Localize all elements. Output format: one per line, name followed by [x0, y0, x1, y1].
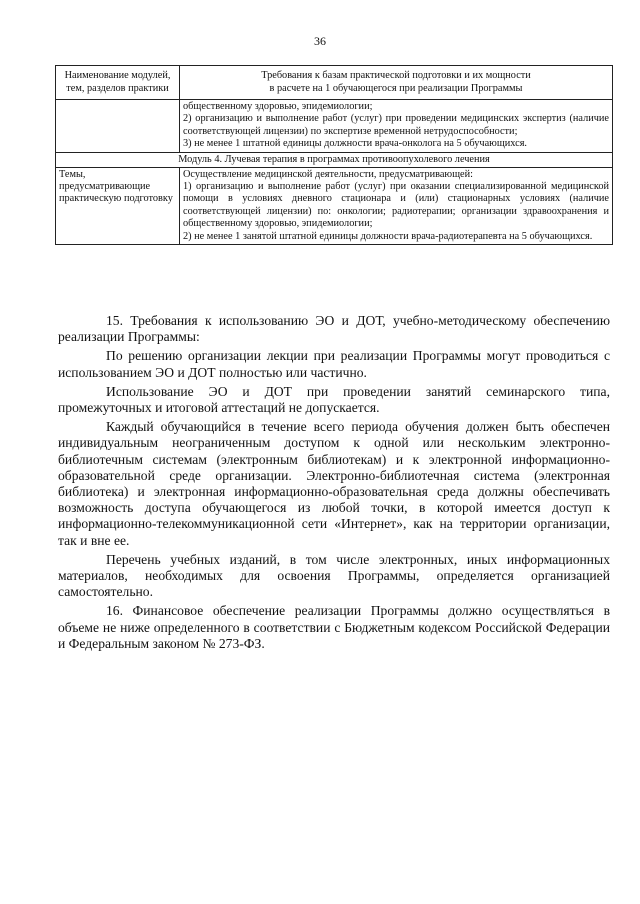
paragraph: Перечень учебных изданий, в том числе электронных, иных информационных материалов, необходимых для освоения Программы, определяется организацией самостоятельно.	[58, 551, 610, 600]
row2-topic-cell: Темы, предусматривающие практическую подготовку	[56, 167, 180, 244]
row1-item: 3) не менее 1 штатной единицы должности врача-онколога на 5 обучающихся.	[183, 138, 528, 150]
paragraph: По решению организации лекции при реализации Программы могут проводиться с использованием ЭО и ДОТ полностью или частично.	[58, 348, 610, 380]
table-row	[56, 167, 613, 244]
row1-topic-cell	[56, 100, 180, 153]
header-requirements-line1: Требования к базам практической подготовки и их мощности	[261, 70, 531, 82]
row2-item: Осуществление медицинской деятельности, предусматривающей:	[183, 168, 473, 180]
module-title-row	[56, 152, 613, 167]
header-col-requirements	[180, 66, 613, 100]
module-title: Модуль 4. Лучевая терапия в программах противоопухолевого лечения	[56, 152, 613, 167]
paragraph-section-16: 16. Финансовое обеспечение реализации Программы должно осуществляться в объеме не ниже определенного в соответствии с Бюджетным кодексом Российской Федерации и Федеральным законом № 273-ФЗ.	[58, 603, 610, 651]
paragraph: Каждый обучающийся в течение всего периода обучения должен быть обеспечен индивидуальным неограниченным доступом к одной или нескольким электронно-библиотечным системам (электронным библиотекам) и к электронной информационно-образовательной среде организации. Электронно-библиотечная система (электронная библиотека) и электронная информационно-образовательная среда должны обеспечивать возможность доступа обучающегося из любой точки, в которой имеется доступ к информационно-телекоммуникационной сети «Интернет», как на территории организации, так и вне ее.	[58, 419, 610, 548]
row1-requirements-cell	[180, 100, 613, 153]
row2-item: 2) не менее 1 занятой штатной единицы должности врача-радиотерапевта на 5 обучающихся.	[183, 230, 593, 242]
body-text	[58, 313, 610, 652]
paragraph-section-15: 15. Требования к использованию ЭО и ДОТ, учебно-методическому обеспечению реализации Программы:	[58, 313, 610, 345]
row1-item: 2) организацию и выполнение работ (услуг) при проведении медицинских экспертиз (наличие соответствующей лицензии) по экспертизе временной нетрудоспособности;	[183, 113, 609, 137]
row1-item: общественному здоровью, эпидемиологии;	[183, 101, 373, 112]
paragraph: Использование ЭО и ДОТ при проведении занятий семинарского типа, промежуточных и итоговой аттестаций не допускается.	[58, 383, 610, 416]
table-header-row	[56, 66, 613, 100]
row2-item: 1) организацию и выполнение работ (услуг) при оказании специализированной медицинской помощи в условиях дневного стационара и (или) стационарных условиях (наличие соответствующей лицензии) по: онкологии; радиотерапии; организации здравоохранения и общественному здоровью, эпидемиологии;	[183, 181, 609, 230]
header-requirements-line2: в расчете на 1 обучающегося при реализации Программы	[269, 82, 523, 94]
requirements-table	[55, 65, 613, 245]
row2-requirements-cell	[180, 167, 613, 244]
page-number: 36	[314, 34, 326, 48]
header-col-modules: Наименование модулей, тем, разделов практики	[56, 66, 180, 100]
table-row	[56, 100, 613, 153]
